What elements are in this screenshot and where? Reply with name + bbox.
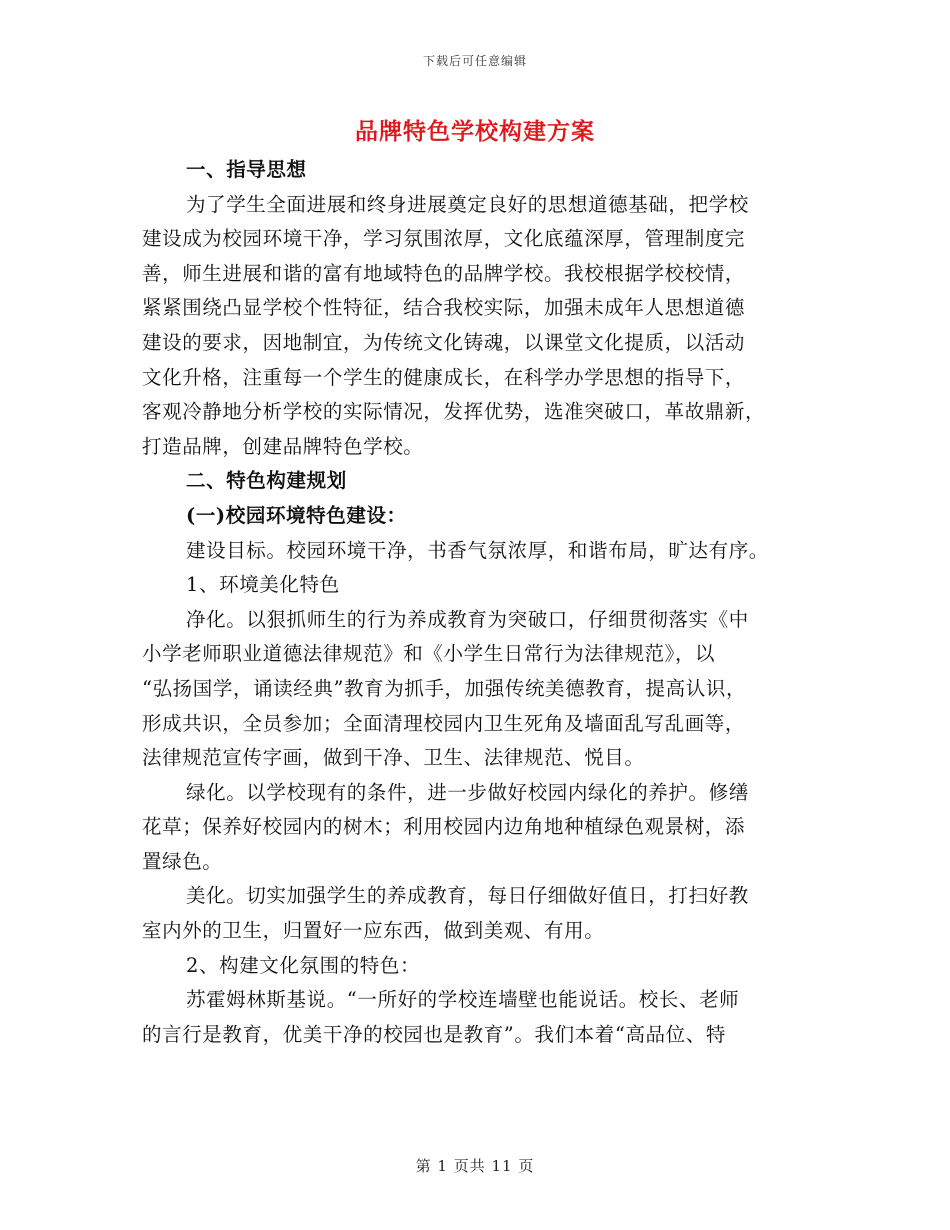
paragraph-line: 形成共识，全员参加；全面清理校园内卫生死角及墙面乱写乱画等，: [142, 711, 746, 735]
paragraph-line: 建设的要求，因地制宜，为传统文化铸魂，以课堂文化提质，以活动: [142, 330, 746, 354]
paragraph-line: 绿化。以学校现有的条件，进一步做好校园内绿化的养护。修缮: [186, 780, 749, 804]
item-heading-environment-beautification: 1、环境美化特色: [186, 573, 340, 597]
paragraph-line: 花草；保养好校园内的树木；利用校园内边角地种植绿色观景树，添: [142, 815, 746, 839]
paragraph-line: 美化。切实加强学生的养成教育，每日仔细做好值日，打扫好教: [186, 884, 749, 908]
document-title: 品牌特色学校构建方案: [355, 118, 595, 145]
paragraph-line: 客观冷静地分析学校的实际情况，发挥优势，选准突破口，革故鼎新，: [142, 400, 766, 424]
paragraph-line: 建设成为校园环境干净，学习氛围浓厚，文化底蕴深厚，管理制度完: [142, 227, 746, 251]
header-note: 下载后可任意编辑: [422, 54, 527, 68]
section-heading-feature-planning: 二、特色构建规划: [186, 469, 347, 493]
paragraph-line: “弘扬国学，诵读经典”教育为抓手，加强传统美德教育，提高认识，: [142, 676, 747, 700]
paragraph-line: 的言行是教育，优美干净的校园也是教育”。我们本着“高品位、特: [142, 1022, 726, 1046]
section-heading-guiding-ideology: 一、指导思想: [186, 158, 307, 181]
paragraph-line: 建设目标。校园环境干净，书香气氛浓厚，和谐布局，旷达有序。: [186, 538, 769, 562]
paragraph-line: 置绿色。: [142, 849, 223, 873]
paragraph-line: 小学老师职业道德法律规范》和《小学生日常行为法律规范》，以: [142, 642, 716, 666]
item-heading-cultural-atmosphere: 2、构建文化氛围的特色：: [186, 953, 421, 977]
document-body: [142, 153, 812, 1052]
paragraph-line: 苏霍姆林斯基说。“一所好的学校连墙壁也能说话。校长、老师: [186, 988, 740, 1012]
paragraph-line: 净化。以狠抓师生的行为养成教育为突破口，仔细贯彻落实《中: [186, 607, 749, 631]
paragraph-line: 室内外的卫生，归置好一应东西，做到美观、有用。: [142, 919, 605, 943]
page-number-footer: 第 1 页共 11 页: [415, 1157, 535, 1175]
paragraph-line: 法律规范宣传字画，做到干净、卫生、法律规范、悦目。: [142, 746, 645, 770]
paragraph-line: 打造品牌，创建品牌特色学校。: [142, 434, 424, 458]
subsection-heading-campus-environment: (一)校园环境特色建设：: [186, 503, 407, 527]
paragraph-line: 文化升格，注重每一个学生的健康成长，在科学办学思想的指导下，: [142, 365, 746, 389]
paragraph-line: 为了学生全面进展和终身进展奠定良好的思想道德基础，把学校: [186, 192, 749, 216]
paragraph-line: 善，师生进展和谐的富有地域特色的品牌学校。我校根据学校校情，: [142, 261, 746, 285]
paragraph-line: 紧紧围绕凸显学校个性特征，结合我校实际，加强未成年人思想道德: [142, 296, 746, 320]
